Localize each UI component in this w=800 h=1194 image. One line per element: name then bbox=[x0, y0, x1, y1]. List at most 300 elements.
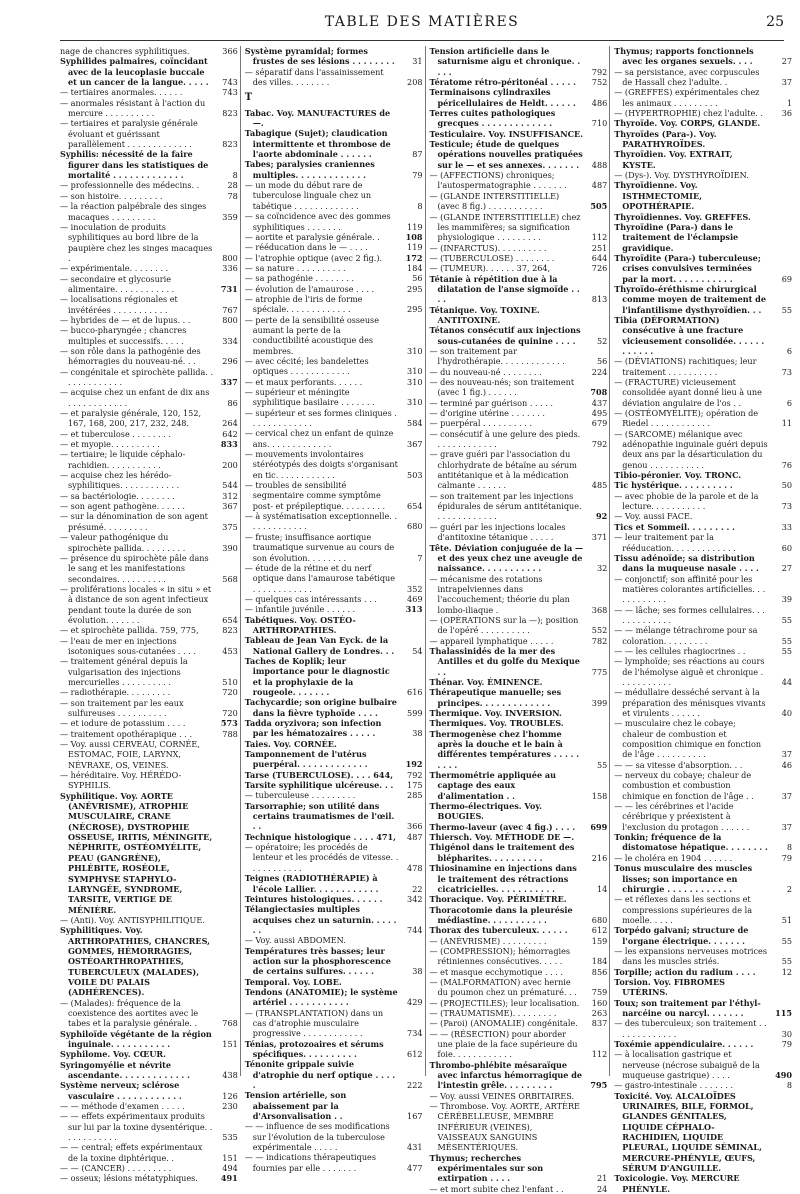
entry-page-number: 159 bbox=[591, 935, 608, 946]
index-entry bbox=[430, 325, 608, 346]
index-entry bbox=[614, 1039, 792, 1049]
index-entry bbox=[60, 367, 238, 388]
entry-page-number: 7 bbox=[417, 552, 423, 563]
entry-text: — Thrombose. Voy. AORTE, ARTÈRE CÉRÉBELLEUSE, MEMBRE INFÉRIEUR (VEINES), VAISSEAUX SANGUINS MÉSENTÉRIQUES. bbox=[429, 1101, 580, 1153]
entry-page-number: 55 bbox=[781, 635, 792, 646]
entry-text: — Voy. aussi ABDOMEN. bbox=[244, 935, 346, 946]
entry-page-number: 642 bbox=[222, 428, 238, 439]
index-entry bbox=[614, 491, 792, 512]
entry-text: — (GLANDE INTERSTITIELLE) (avec 8 fig.) . . . . . . . . . . . bbox=[429, 190, 560, 212]
entry-page-number: 33 bbox=[781, 521, 792, 532]
index-entry bbox=[245, 873, 423, 894]
entry-page-number: 782 bbox=[591, 635, 608, 646]
entry-page-number: 371 bbox=[591, 532, 608, 543]
index-entry bbox=[430, 729, 608, 770]
entry-page-number: 11 bbox=[781, 418, 792, 429]
entry-page-number: 119 bbox=[407, 221, 423, 232]
index-entry bbox=[245, 294, 423, 315]
entry-text: Thyroïde. Voy. CORPS, GLANDE. bbox=[614, 118, 761, 129]
entry-text: Syringomyélie et névrite ascendante. . . . . . . . . . . . . bbox=[60, 1059, 190, 1081]
entry-text: Tarsite syphilitique ulcéreuse. . . bbox=[244, 780, 394, 791]
entry-page-number: 295 bbox=[407, 283, 423, 294]
index-entry bbox=[245, 1090, 423, 1121]
entry-page-number: 367 bbox=[407, 438, 423, 449]
entry-text: — Voy. aussi FACE. bbox=[614, 511, 693, 522]
entry-page-number: 535 bbox=[222, 1132, 238, 1143]
entry-page-number: 654 bbox=[407, 500, 423, 511]
index-entry bbox=[245, 790, 423, 800]
entry-text: Thyroïdien. Voy. EXTRAIT, KYSTE. bbox=[614, 149, 733, 170]
index-entry bbox=[245, 656, 423, 697]
entry-text: Thermo-laveur (avec 4 fig.) . . . . bbox=[429, 821, 576, 832]
entry-text: Tension artérielle, son abaissement par la d'Arsonvalisation . . bbox=[244, 1090, 347, 1122]
entry-text: Thymus; rapports fonctionnels avec les organes sexuels. . . . bbox=[614, 46, 754, 67]
entry-page-number: 510 bbox=[222, 676, 238, 687]
entry-text: Tibia (DÉFORMATION) consécutive à une fracture vicieusement consolidée. . . . . . . . . . . . bbox=[614, 314, 765, 356]
entry-page-number: 477 bbox=[407, 1162, 423, 1173]
entry-page-number: 453 bbox=[222, 645, 238, 656]
entry-text: — — méthode d'examen . . . . . bbox=[60, 1101, 185, 1112]
entry-text: — bucco-pharyngée ; chancres multiples et successifs. . . . . bbox=[60, 325, 187, 346]
entry-text: Thyroïdiennes. Voy. GREFFES. bbox=[614, 211, 751, 222]
index-entry bbox=[430, 1018, 608, 1028]
index-entry bbox=[430, 108, 608, 129]
index-entry bbox=[60, 770, 238, 791]
index-entry bbox=[430, 822, 608, 832]
entry-text: — musculaire chez le cobaye; chaleur de combustion et composition chimique en fonction de l'âge . . . . . . . . . . bbox=[614, 718, 762, 760]
entry-text: — les expansions nerveuses motrices dans les muscles striés. bbox=[614, 945, 767, 967]
entry-text: Système pyramidal; formes frustes de ses lésions . . . . . . . . bbox=[244, 46, 395, 67]
entry-text: — et maux perforants. . . . . . bbox=[244, 376, 363, 387]
entry-page-number: 184 bbox=[591, 956, 608, 967]
entry-text: Thyroïdienne. Voy. ISTHMECTOMIE, OPOTHÉRAPIE. bbox=[614, 180, 702, 212]
entry-page-number: 680 bbox=[407, 521, 423, 532]
index-entry bbox=[430, 191, 608, 212]
entry-page-number: 310 bbox=[407, 345, 423, 356]
entry-page-number: 488 bbox=[591, 159, 608, 170]
index-entry bbox=[430, 708, 608, 718]
index-entry bbox=[614, 863, 792, 894]
entry-text: — présence du spirochète pâle dans le sang et les manifestations secondaires. . . . . . . . . . bbox=[60, 552, 209, 584]
index-entry bbox=[430, 832, 608, 842]
entry-page-number: 200 bbox=[222, 459, 238, 470]
index-entry bbox=[60, 511, 238, 532]
index-entry bbox=[245, 67, 423, 88]
index-entry bbox=[614, 656, 792, 687]
entry-text: — — influence de ses modifications sur l'évolution de la tuberculose expérimentale . . . . . bbox=[244, 1121, 390, 1153]
entry-text: — (PROJECTILES); leur localisation. bbox=[429, 997, 580, 1008]
entry-page-number: 184 bbox=[407, 262, 423, 273]
entry-text: — l'eau de mer en injections isotoniques sous-cutanées . . . . bbox=[60, 635, 196, 656]
entry-page-number: 73 bbox=[781, 366, 792, 377]
index-entry bbox=[245, 511, 423, 532]
index-entry bbox=[60, 315, 238, 325]
index-entry bbox=[245, 801, 423, 832]
entry-text: — professionnelle des médecins. . bbox=[60, 180, 200, 191]
index-entry bbox=[245, 904, 423, 935]
entry-text: — à localisation gastrique et nerveuse (nécrose subaiguë de la muqueuse gastrique) . . . . bbox=[614, 1049, 760, 1081]
entry-page-number: 856 bbox=[591, 966, 608, 977]
entry-text: — sa coïncidence avec des gommes syphilitiques . . . . . . . bbox=[244, 211, 391, 232]
entry-page-number: 8 bbox=[786, 1080, 792, 1091]
entry-page-number: 375 bbox=[222, 521, 238, 532]
entry-text: Télangiectasies multiples acquises chez un saturnin. . . . . . . bbox=[244, 904, 397, 935]
entry-page-number: 612 bbox=[407, 1049, 423, 1059]
index-entry bbox=[245, 387, 423, 408]
entry-text: — aortite et paralysie générale. . bbox=[244, 231, 380, 242]
entry-page-number: 27 bbox=[781, 563, 792, 574]
index-entry bbox=[245, 242, 423, 252]
index-entry bbox=[614, 832, 792, 853]
index-entry bbox=[245, 635, 423, 656]
index-entry bbox=[430, 1008, 608, 1018]
entry-page-number: 612 bbox=[591, 925, 608, 936]
index-entry bbox=[60, 149, 238, 180]
entry-text: — (TRAUMATISME). . . . . . . . . bbox=[429, 1007, 557, 1018]
index-column-4 bbox=[614, 46, 794, 1194]
entry-text: Tarse (TUBERCULOSE). . . . 644, bbox=[244, 769, 394, 780]
index-entry bbox=[60, 915, 238, 925]
index-entry bbox=[60, 46, 238, 56]
index-entry bbox=[60, 118, 238, 149]
index-entry bbox=[60, 998, 238, 1029]
entry-page-number: 1 bbox=[786, 97, 792, 108]
index-entry bbox=[245, 604, 423, 614]
index-entry bbox=[245, 935, 423, 945]
entry-text: — (Paroi) (ANOMALIE) congénitale. bbox=[429, 1018, 578, 1029]
entry-text: — mouvements involontaires stéréotypés des doigts s'organisant en tic. . . . . . . . . . . . bbox=[244, 449, 398, 480]
entry-page-number: 52 bbox=[596, 335, 608, 346]
entry-page-number: 708 bbox=[590, 387, 608, 398]
index-entry bbox=[430, 1153, 608, 1184]
entry-text: — lymphoïde; ses réactions au cours de l'hémolyse aiguë et chronique . . . . . . . . . . . bbox=[614, 656, 765, 687]
entry-text: Toxicologie. Voy. MERCURE PHÉNYLE. bbox=[614, 1173, 740, 1194]
entry-page-number: 743 bbox=[222, 77, 238, 88]
entry-page-number: 568 bbox=[222, 573, 238, 584]
index-entry bbox=[430, 305, 608, 326]
entry-text: — atrophie de l'iris de forme spéciale. . . . . . . . . . . . . bbox=[244, 293, 363, 315]
index-entry bbox=[614, 977, 792, 998]
index-entry bbox=[60, 408, 238, 429]
entry-text: — cervical chez un enfant de quinze ans. . . . . . . . . . . . . bbox=[244, 428, 394, 449]
entry-page-number: 644 bbox=[591, 252, 608, 263]
entry-page-number: 367 bbox=[222, 501, 238, 512]
entry-page-number: 55 bbox=[781, 304, 792, 315]
index-entry bbox=[60, 1060, 238, 1081]
index-entry bbox=[614, 377, 792, 408]
entry-text: — — central; effets expérimentaux de la toxine diphtérique. . bbox=[60, 1142, 203, 1163]
index-entry bbox=[430, 574, 608, 615]
index-entry bbox=[614, 967, 792, 977]
entry-page-number: 54 bbox=[412, 645, 423, 656]
entry-page-number: 126 bbox=[222, 1090, 238, 1101]
entry-page-number: 79 bbox=[412, 169, 423, 180]
index-entry bbox=[430, 212, 608, 243]
index-entry bbox=[245, 739, 423, 749]
entry-page-number: 112 bbox=[591, 1049, 608, 1060]
entry-text: — gastro-intestinale . . . . . . . bbox=[614, 1080, 734, 1091]
entry-text: Thermiques. Voy. TROUBLES. bbox=[429, 718, 564, 729]
index-entry bbox=[614, 253, 792, 284]
index-entry bbox=[60, 274, 238, 295]
entry-text: — proliférations locales « in situ » et à distance de son agent infectieux pendant toute la durée de son évolution. . . . . . . bbox=[60, 583, 212, 625]
entry-page-number: 6 bbox=[786, 345, 792, 356]
entry-page-number: 752 bbox=[591, 77, 608, 88]
entry-page-number: 192 bbox=[405, 759, 423, 770]
index-entry bbox=[614, 760, 792, 770]
entry-page-number: 503 bbox=[407, 469, 423, 480]
entry-text: — tertiaires anormales. . . . . . bbox=[60, 87, 183, 98]
entry-page-number: 310 bbox=[407, 366, 423, 377]
entry-text: — (FRACTURE) vicieusement consolidée ayant donné lieu à une déviation angulaire de l'os . . bbox=[614, 377, 762, 408]
entry-page-number: 743 bbox=[222, 87, 238, 98]
index-entry bbox=[60, 1049, 238, 1059]
entry-page-number: 437 bbox=[591, 397, 608, 408]
entry-page-number: 768 bbox=[222, 1018, 238, 1029]
entry-text: — (Anti). Voy. ANTISYPHILITIQUE. bbox=[60, 914, 205, 925]
entry-page-number: 55 bbox=[596, 759, 608, 770]
entry-page-number: 823 bbox=[222, 108, 238, 119]
entry-page-number: 731 bbox=[220, 283, 238, 294]
index-entry bbox=[245, 987, 423, 1008]
entry-page-number: 44 bbox=[781, 676, 792, 687]
index-entry bbox=[60, 1029, 238, 1050]
entry-page-number: 438 bbox=[222, 1070, 238, 1081]
index-entry bbox=[245, 449, 423, 480]
index-entry bbox=[614, 67, 792, 88]
entry-page-number: 767 bbox=[222, 304, 238, 315]
entry-page-number: 40 bbox=[781, 708, 792, 718]
entry-page-number: 8 bbox=[417, 200, 423, 211]
entry-page-number: 544 bbox=[222, 480, 238, 491]
index-entry bbox=[245, 428, 423, 449]
index-entry bbox=[430, 936, 608, 946]
index-entry bbox=[430, 1184, 608, 1194]
index-entry bbox=[245, 977, 423, 987]
entry-text: nage de chancres syphilitiques. bbox=[60, 46, 190, 56]
index-entry bbox=[430, 418, 608, 428]
index-entry bbox=[614, 108, 792, 118]
entry-page-number: 795 bbox=[590, 1080, 608, 1091]
entry-text: Terminaisons cylindraxiles péricellulaires de Heldt. . . . . . bbox=[429, 87, 576, 108]
index-entry bbox=[614, 574, 792, 605]
entry-text: Syphiloïde végétante de la région inguinale. . . . . . . . . . . bbox=[60, 1028, 212, 1049]
index-entry bbox=[245, 408, 423, 429]
index-entry bbox=[430, 170, 608, 191]
entry-page-number: 616 bbox=[407, 686, 423, 697]
entry-page-number: 37 bbox=[781, 821, 792, 832]
index-entry bbox=[614, 946, 792, 967]
index-entry bbox=[614, 180, 792, 211]
index-entry bbox=[60, 925, 238, 997]
entry-page-number: 6 bbox=[786, 397, 792, 408]
index-entry bbox=[614, 1049, 792, 1080]
entry-text: Thigénol dans le traitement des blépharites. . . . . . . . . . bbox=[429, 842, 575, 863]
index-entry bbox=[60, 387, 238, 408]
entry-text: — localisations régionales et invétérées . . . . . . . . . . . bbox=[60, 294, 178, 315]
index-entry bbox=[245, 108, 423, 129]
entry-text: — supérieur et ses formes cliniques . . . . . . . . . . . . . bbox=[244, 407, 397, 429]
index-entry bbox=[60, 1080, 238, 1101]
index-entry bbox=[245, 273, 423, 283]
entry-text: — Voy. aussi VEINES ORBITAIRES. bbox=[429, 1090, 575, 1101]
index-entry bbox=[245, 563, 423, 594]
entry-page-number: 342 bbox=[407, 893, 423, 904]
index-entry bbox=[614, 222, 792, 253]
index-entry bbox=[60, 56, 238, 87]
entry-page-number: 313 bbox=[405, 604, 423, 615]
index-entry bbox=[430, 398, 608, 408]
entry-page-number: 8 bbox=[786, 842, 792, 853]
entry-page-number: 720 bbox=[222, 708, 238, 718]
entry-text: — sa bactériologie. . . . . . . . bbox=[60, 490, 175, 501]
entry-text: — quelques cas intéressants . . . bbox=[244, 593, 377, 604]
page-header bbox=[60, 14, 784, 36]
header-rule bbox=[60, 40, 784, 41]
entry-page-number: 12 bbox=[781, 966, 792, 977]
entry-page-number: 734 bbox=[407, 1028, 423, 1039]
entry-page-number: 14 bbox=[596, 883, 608, 894]
entry-text: Tissu adénoïde; sa distribution dans la muqueuse nasale . . . . bbox=[614, 552, 759, 574]
index-entry bbox=[245, 263, 423, 273]
entry-page-number: 167 bbox=[407, 1111, 423, 1122]
entry-page-number: 792 bbox=[591, 66, 608, 77]
entry-page-number: 158 bbox=[591, 790, 608, 801]
entry-page-number: 368 bbox=[591, 604, 608, 615]
index-entry bbox=[245, 356, 423, 377]
entry-page-number: 37 bbox=[781, 790, 792, 801]
entry-text: Tadda oryzivora; son infection par les hématozaires . . . . . bbox=[244, 718, 382, 739]
entry-page-number: 813 bbox=[591, 294, 608, 305]
entry-text: — expérimentale. . . . . . . . bbox=[60, 263, 169, 274]
entry-page-number: 759 bbox=[591, 987, 608, 998]
entry-text: — — les cellules rhagiocrines . . bbox=[614, 645, 746, 656]
entry-page-number: 478 bbox=[407, 862, 423, 873]
entry-text: — (OPÉRATIONS sur la —); position de l'opéré . . . . . . . . . . bbox=[429, 614, 579, 636]
index-entry bbox=[430, 543, 608, 574]
entry-text: — des nouveau-nés; son traitement (avec 1 fig.) . . . . . . bbox=[429, 377, 575, 398]
entry-text: Tabes; paralysies craniennes multiples. . . . . . . . . . . . . bbox=[244, 159, 375, 180]
entry-page-number: 823 bbox=[222, 139, 238, 150]
entry-text: — son rôle dans la pathogénie des hémorragies du nouveau-né. . . bbox=[60, 345, 201, 367]
index-entry bbox=[430, 998, 608, 1008]
index-entry bbox=[60, 429, 238, 439]
entry-page-number: 37 bbox=[781, 749, 792, 760]
entry-text: — avec phobie de la parole et de la lecture. . . . . . . . . . . bbox=[614, 490, 759, 512]
index-column-3 bbox=[429, 46, 611, 1194]
entry-page-number: 285 bbox=[407, 790, 423, 801]
index-entry bbox=[614, 925, 792, 946]
entry-text: Tableau de Jean Van Eyck. de la National Gallery de Londres. . . bbox=[244, 635, 395, 656]
entry-page-number: 2 bbox=[786, 883, 792, 894]
entry-page-number: 792 bbox=[591, 439, 608, 450]
index-column-2 bbox=[244, 46, 426, 1173]
index-entry bbox=[430, 894, 608, 904]
index-entry bbox=[245, 780, 423, 790]
index-entry bbox=[245, 128, 423, 159]
entry-text: — la réaction palpébrale des singes macaques . . . . . . . . . bbox=[60, 201, 207, 222]
entry-page-number: 429 bbox=[407, 997, 423, 1008]
index-entry bbox=[60, 180, 238, 190]
entry-page-number: 654 bbox=[222, 614, 238, 625]
index-entry bbox=[430, 253, 608, 263]
entry-text: — nerveux du cobaye; chaleur de combustion et combustion chimique en fonction de l'âge . . bbox=[614, 770, 754, 801]
index-entry bbox=[430, 1091, 608, 1101]
entry-page-number: 399 bbox=[591, 697, 608, 708]
index-entry bbox=[430, 905, 608, 926]
index-entry bbox=[430, 677, 608, 687]
entry-text: Tamponnement de l'utérus puerpéral. . . . . . . . . . . . . bbox=[244, 749, 368, 770]
index-entry bbox=[430, 646, 608, 677]
index-entry bbox=[430, 615, 608, 636]
index-entry bbox=[614, 1080, 792, 1090]
entry-page-number: 295 bbox=[407, 304, 423, 315]
entry-page-number: 151 bbox=[222, 1039, 238, 1049]
index-entry bbox=[245, 697, 423, 718]
index-entry bbox=[430, 367, 608, 377]
index-entry bbox=[614, 1018, 792, 1039]
index-entry bbox=[430, 925, 608, 935]
index-entry bbox=[245, 232, 423, 242]
entry-text: Thénar. Voy. ÉMINENCE. bbox=[429, 676, 543, 687]
index-entry bbox=[245, 159, 423, 180]
entry-text: — du nouveau-né . . . . . . . . bbox=[429, 366, 542, 377]
entry-text: — (TRANSPLANTATION) dans un cas d'atrophie musculaire progressive . . . . . . . . . . . . bbox=[244, 1007, 384, 1039]
entry-text: Torpédo galvani; structure de l'organe électrique. . . . . . . bbox=[614, 925, 749, 946]
entry-page-number: 8 bbox=[232, 170, 238, 181]
entry-text: — (TUBERCULOSE) . . . . . . . . bbox=[429, 252, 555, 263]
entry-text: Thyroïdo-éréthisme chirurgical comme moyen de traitement de l'infantilisme dysthyroïdien. . . bbox=[614, 283, 766, 315]
entry-page-number: 390 bbox=[222, 542, 238, 553]
index-entry bbox=[60, 439, 238, 449]
entry-text: — traitement opothérapique . . . bbox=[60, 728, 193, 739]
index-entry bbox=[430, 863, 608, 894]
entry-text: — et tuberculose . . . . . . . . bbox=[60, 428, 171, 439]
entry-page-number: 86 bbox=[227, 397, 238, 408]
index-entry bbox=[614, 46, 792, 67]
entry-text: Tétanique. Voy. TOXINE. ANTITOXINE. bbox=[429, 304, 540, 325]
index-entry bbox=[60, 98, 238, 119]
entry-text: — des tuberculeux; son traitement . . . . . . . . . . . . . bbox=[614, 1018, 767, 1039]
entry-page-number: 69 bbox=[781, 273, 792, 284]
entry-text: Températures très basses; leur action sur la phosphorescence de certains sulfures. . . . . . bbox=[244, 945, 391, 977]
entry-page-number: 788 bbox=[222, 728, 238, 739]
index-entry bbox=[60, 1142, 238, 1163]
entry-text: Tarsorraphie; son utilité dans certains traumatismes de l'œil. . . bbox=[244, 800, 395, 832]
entry-text: — sur la dénomination de son agent présumé. . . . . . . . . bbox=[60, 511, 208, 532]
entry-page-number: 172 bbox=[405, 252, 423, 263]
index-entry bbox=[614, 212, 792, 222]
entry-page-number: 224 bbox=[591, 366, 608, 377]
index-entry bbox=[430, 636, 608, 646]
entry-text: — hybrides de — et de lupus. . . bbox=[60, 314, 191, 325]
index-entry bbox=[60, 191, 238, 201]
entry-page-number: 208 bbox=[407, 77, 423, 88]
entry-page-number: 78 bbox=[227, 190, 238, 201]
entry-page-number: 119 bbox=[407, 242, 423, 253]
entry-text: — héréditaire. Voy. HÉRÉDO-SYPHILIS. bbox=[60, 770, 182, 791]
entry-page-number: 30 bbox=[781, 1028, 792, 1039]
entry-page-number: 310 bbox=[407, 397, 423, 408]
index-entry bbox=[614, 522, 792, 532]
entry-page-number: 55 bbox=[781, 614, 792, 625]
index-entry bbox=[60, 729, 238, 739]
entry-text: Testiculaire. Voy. INSUFFISANCE. bbox=[429, 128, 584, 139]
entry-text: — sa pathogénie . . . . . . . . bbox=[244, 273, 355, 284]
index-entry bbox=[245, 749, 423, 770]
entry-text: — son histoire. . . . . . . . . bbox=[60, 190, 163, 201]
entry-text: Thiersch. Voy. MÉTHODE DE —. bbox=[429, 832, 575, 843]
